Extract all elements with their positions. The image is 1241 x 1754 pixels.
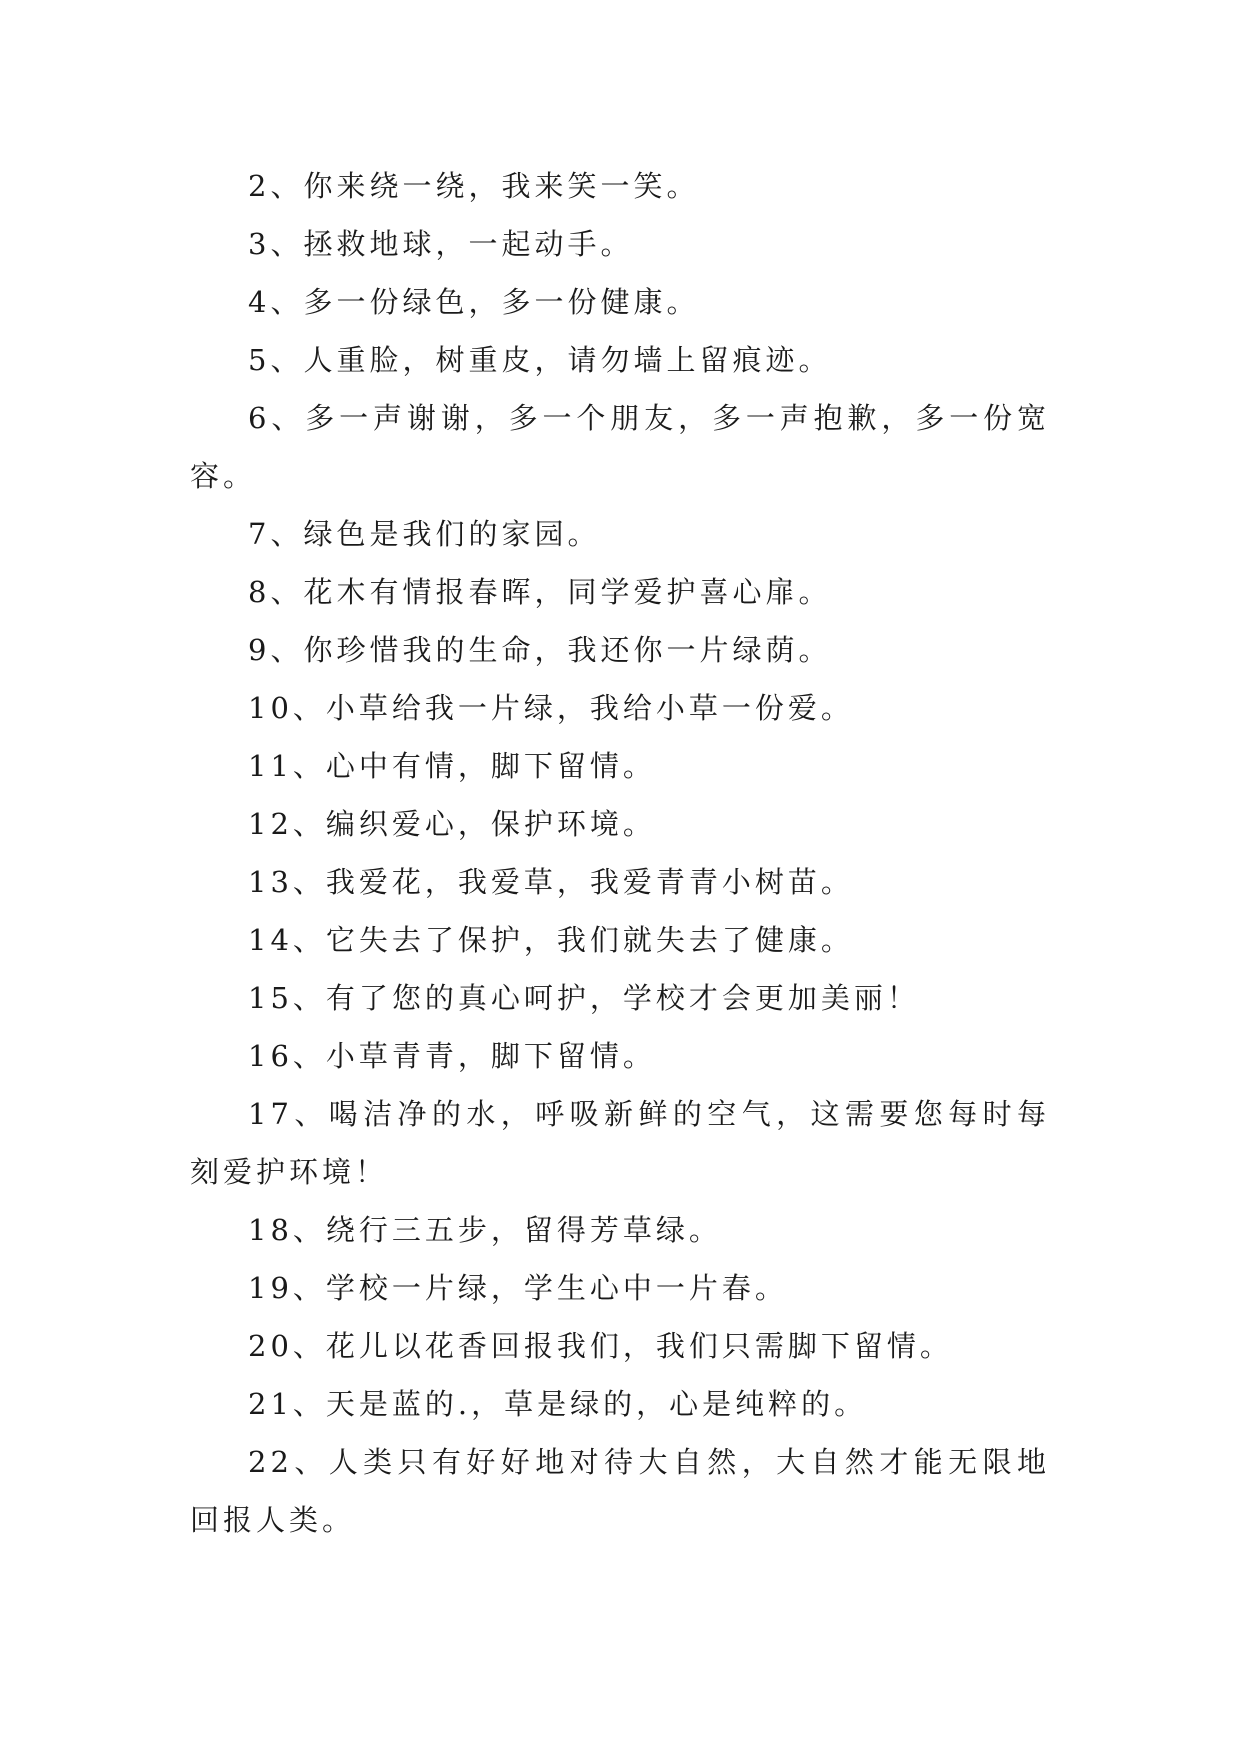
paragraph: 11、心中有情，脚下留情。: [248, 749, 656, 783]
paragraph: 2、你来绕一绕，我来笑一笑。: [248, 169, 700, 203]
paragraph: 9、你珍惜我的生命，我还你一片绿荫。: [248, 633, 832, 667]
paragraph: 3、拯救地球，一起动手。: [248, 227, 634, 261]
paragraph: 10、小草给我一片绿，我给小草一份爱。: [248, 691, 854, 725]
paragraph: 4、多一份绿色，多一份健康。: [248, 285, 700, 319]
paragraph: 8、花木有情报春晖，同学爱护喜心扉。: [248, 575, 832, 609]
paragraph: 5、人重脸，树重皮，请勿墙上留痕迹。: [248, 343, 832, 377]
paragraph: 18、绕行三五步，留得芳草绿。: [248, 1213, 722, 1247]
paragraph: 20、花儿以花香回报我们，我们只需脚下留情。: [248, 1329, 953, 1363]
paragraph: 16、小草青青，脚下留情。: [248, 1039, 656, 1073]
paragraph: 12、编织爱心，保护环境。: [248, 807, 656, 841]
paragraph: 19、学校一片绿，学生心中一片春。: [248, 1271, 788, 1305]
paragraph: 14、它失去了保护，我们就失去了健康。: [248, 923, 854, 957]
paragraph: 17、喝洁净的水，呼吸新鲜的空气，这需要您每时每刻爱护环境！: [190, 1097, 1050, 1189]
paragraph: 21、天是蓝的.，草是绿的，心是纯粹的。: [248, 1387, 868, 1421]
paragraph: 22、人类只有好好地对待大自然，大自然才能无限地回报人类。: [190, 1445, 1050, 1537]
paragraph: 15、有了您的真心呵护，学校才会更加美丽！: [248, 981, 920, 1015]
paragraph: 13、我爱花，我爱草，我爱青青小树苗。: [248, 865, 854, 899]
paragraph: 6、多一声谢谢，多一个朋友，多一声抱歉，多一份宽容。: [190, 401, 1050, 493]
document-body: [190, 157, 1050, 1549]
paragraph: 7、绿色是我们的家园。: [248, 517, 601, 551]
